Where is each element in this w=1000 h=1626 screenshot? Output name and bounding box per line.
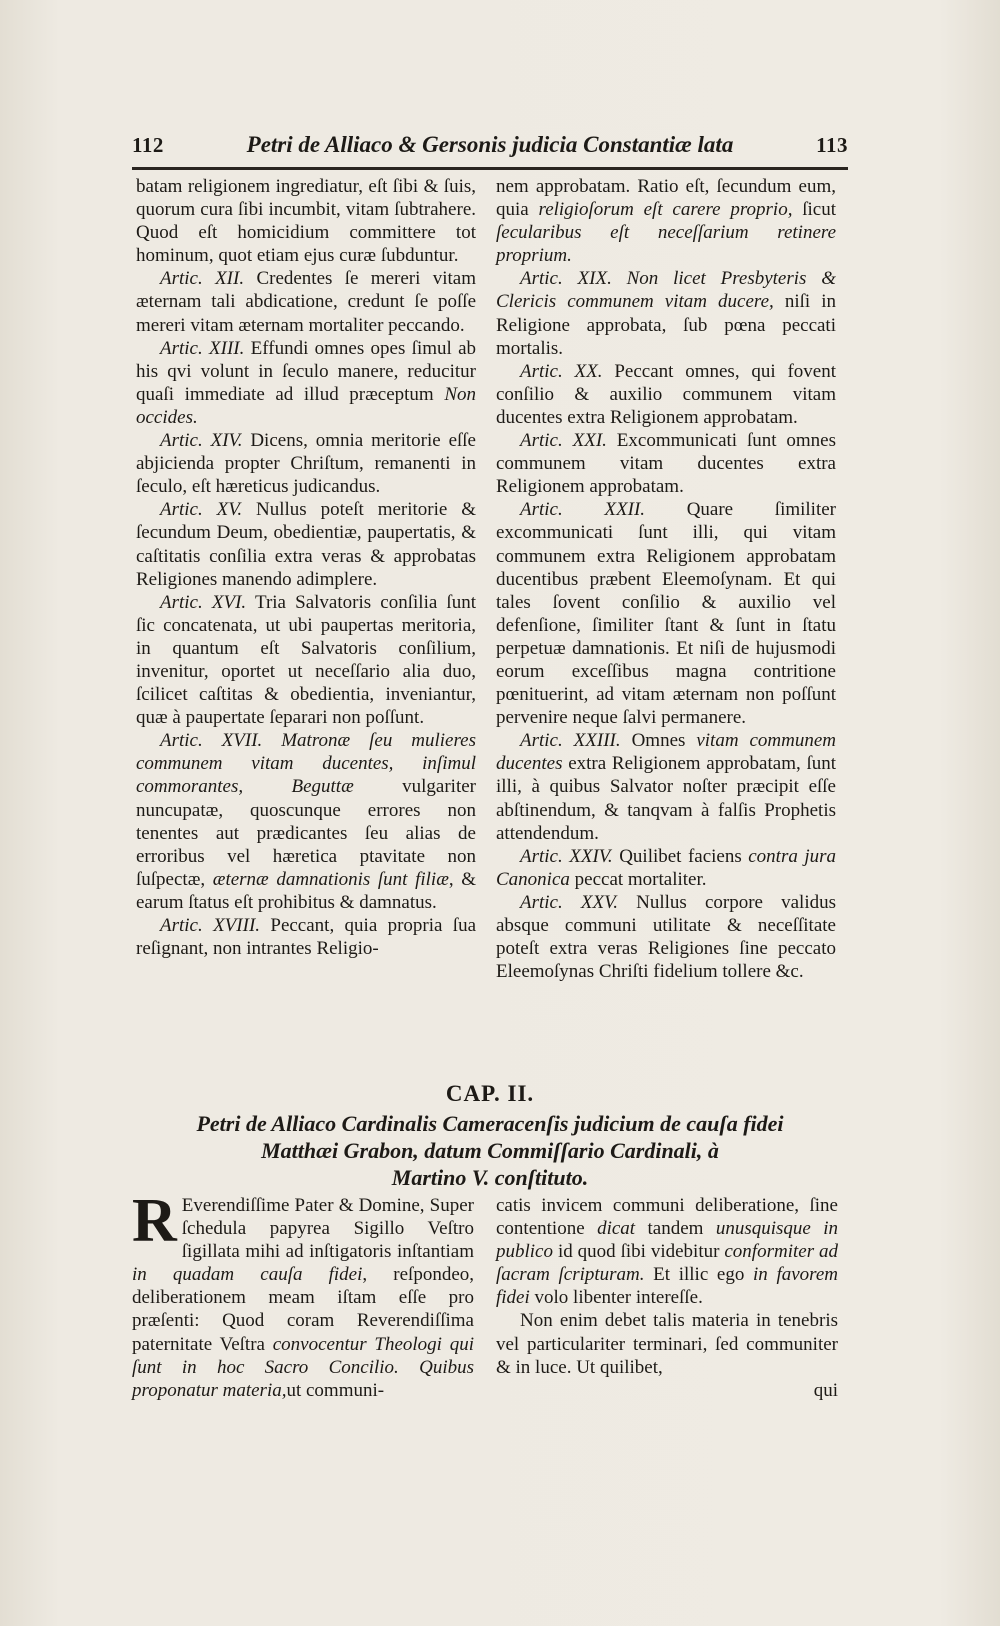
right-page-number: 113 bbox=[816, 133, 848, 157]
left-page-number: 112 bbox=[132, 133, 164, 157]
article-xiv: Artic. XIV. Dicens, omnia meritorie eſſe abjicienda propter Chriſtum, remanenti in ſeculo, eſt hæreticus judicandus. bbox=[136, 430, 476, 498]
article-xvii: Artic. XVII. Matronæ ſeu mulieres communem vitam ducentes, inſimul commorantes, Beguttæ vulgariter nuncupatæ, quoscunque errores non tenentes aut prædicantes ſeu alias de erroribus vel hæretica ptavitate non ſuſpectæ, æternæ damnationis ſunt filiæ, & earum ſtatus eſt prohibitus & damnatus. bbox=[136, 730, 477, 913]
chapter-title-line: Matthæi Grabon, datum Commiſſario Cardinali, à bbox=[261, 1138, 719, 1163]
left-column bbox=[136, 175, 476, 960]
letter-right-column bbox=[496, 1194, 838, 1402]
article-xvi: Artic. XVI. Tria Salvatoris conſilia ſunt ſic concatenata, ut ubi paupertas meritoria, in quantum eſt Salvatoris conſilium, invenitur, oportet ut neceſſario alia duo, ſcilicet caſtitas & obedientia, inveniantur, quæ à paupertate ſeparari non poſſunt. bbox=[136, 591, 476, 729]
article-label: Artic. XXII. bbox=[520, 499, 646, 521]
article-label: Artic. XVI. bbox=[160, 591, 247, 613]
article-xv: Artic. XV. Nullus poteſt meritorie & ſecundum Deum, obedientiæ, paupertatis, & caſtitatis conſilia extra veras & approbatas Religiones manendo adimplere. bbox=[136, 499, 476, 590]
chapter-title-line: Petri de Alliaco Cardinalis Cameracenſis judicium de cauſa fidei bbox=[196, 1111, 784, 1136]
letter-left-column bbox=[132, 1187, 474, 1402]
paragraph: catis invicem communi deliberatione, ſine contentione dicat tandem unusquisque in publico id quod ſibi videbitur conformiter ad ſacram ſcripturam. Et illic ego in favorem fidei volo libenter intereſſe. bbox=[496, 1195, 839, 1309]
article-xviii: Artic. XVIII. Peccant, quia propria ſua reſignant, non intrantes Religio- bbox=[136, 915, 477, 960]
article-xx: Artic. XX. Peccant omnes, qui fovent conſilio & auxilio communem vitam ducentes extra Religionem approbatam. bbox=[496, 360, 836, 428]
article-xiii: Artic. XIII. Effundi omnes opes ſimul ab his qvi volunt in ſeculo manere, reducitur quaſi immediate ad illud præceptum Non occides. bbox=[136, 337, 477, 428]
chapter-number: CAP. II. bbox=[445, 1081, 535, 1106]
right-column bbox=[496, 175, 836, 983]
article-label: Artic. XV. bbox=[160, 499, 243, 521]
running-header bbox=[132, 132, 848, 166]
article-label: Artic. XVII. bbox=[160, 730, 263, 752]
article-label: Artic. XVIII. bbox=[160, 915, 261, 936]
drop-cap: R bbox=[132, 1187, 177, 1255]
article-label: Artic. XXIII. bbox=[520, 730, 621, 752]
article-xix: Artic. XIX. Non licet Presbyteris & Clericis communem vitam ducere, niſi in Religione approbata, ſub pœna peccati mortalis. bbox=[496, 268, 836, 359]
header-rule bbox=[132, 167, 848, 170]
paragraph: nem approbatam. Ratio eſt, ſecundum eum, quia religioſorum eſt carere proprio, ſicut ſecularibus eſt neceſſarium retinere proprium. bbox=[496, 176, 837, 267]
article-xii: Artic. XII. Credentes ſe mereri vitam æternam tali abdicatione, credunt ſe poſſe mereri vitam æternam mortaliter peccando. bbox=[136, 268, 476, 336]
article-xxiv: Artic. XXIV. Quilibet faciens contra jura Canonica peccat mortaliter. bbox=[496, 845, 837, 890]
article-label: Artic. XIX. bbox=[520, 268, 612, 290]
running-title: Petri de Alliaco & Gersonis judicia Constantiæ lata bbox=[246, 132, 734, 157]
article-label: Artic. XXV. bbox=[520, 891, 618, 913]
article-xxi: Artic. XXI. Excommunicati ſunt omnes communem vitam ducentes extra Religionem approbatam. bbox=[496, 430, 836, 498]
article-xxv: Artic. XXV. Nullus corpore validus absque communi utilitate & neceſſitate poteſt extra veras Religiones ſine peccato Eleemoſynas Chriſti fidelium tollere &c. bbox=[496, 891, 836, 983]
article-label: Artic. XXI. bbox=[520, 430, 607, 452]
paragraph: Non enim debet talis materia in tenebris vel particulariter terminari, ſed communiter & in luce. Ut quilibet, bbox=[496, 1310, 838, 1378]
article-label: Artic. XXIV. bbox=[520, 845, 613, 867]
article-xxii: Artic. XXII. Quare ſimiliter excommunicati ſunt illi, qui vitam communem extra Religionem approbatam ducentibus præbent Eleemoſynam. Et qui tales ſovent conſilio & auxilio vel defenſione, ſimiliter ſtant & ſunt in ſtatu perpetuæ damnationis. Et niſi de hujusmodi eorum exceſſibus magna contritione pœnituerint, ad vitam æternam non poſſunt pervenire neque ſalvi permanere. bbox=[496, 499, 836, 729]
article-label: Artic. XX. bbox=[520, 360, 603, 382]
chapter-title-line: Martino V. conſtituto. bbox=[391, 1165, 589, 1190]
article-xxiii: Artic. XXIII. Omnes vitam communem ducentes extra Religionem approbatam, ſunt illi, à quibus Salvator noſter præcipit eſſe abſtinendum, & tanqvam à falſis Prophetis attendendum. bbox=[496, 730, 837, 844]
paragraph: batam religionem ingrediatur, eſt ſibi & ſuis, quorum cura ſibi incumbit, vitam ſubtrahere. Quod eſt homicidium committere tot hominum, quot etiam ejus curæ ſubduntur. bbox=[136, 176, 476, 267]
article-label: Artic. XII. bbox=[160, 268, 245, 290]
catchword: qui bbox=[813, 1379, 838, 1401]
article-label: Artic. XIV. bbox=[160, 430, 243, 452]
paragraph: R Everendiſſime Pater & Domine, Super ſchedula papyrea Sigillo Veſtro ſigillata mihi ad inſtigatoris inſtantiam in quadam cauſa fidei, reſpondeo, deliberationem meam iſtam eſſe pro præſenti: Quod coram Reverendiſſima paternitate Veſtra convocentur Theologi qui ſunt in hoc Sacro Concilio. Quibus proponatur materia,ut communi- bbox=[132, 1187, 474, 1401]
article-label: Artic. XIII. bbox=[160, 337, 245, 359]
chapter-title bbox=[160, 1110, 820, 1191]
